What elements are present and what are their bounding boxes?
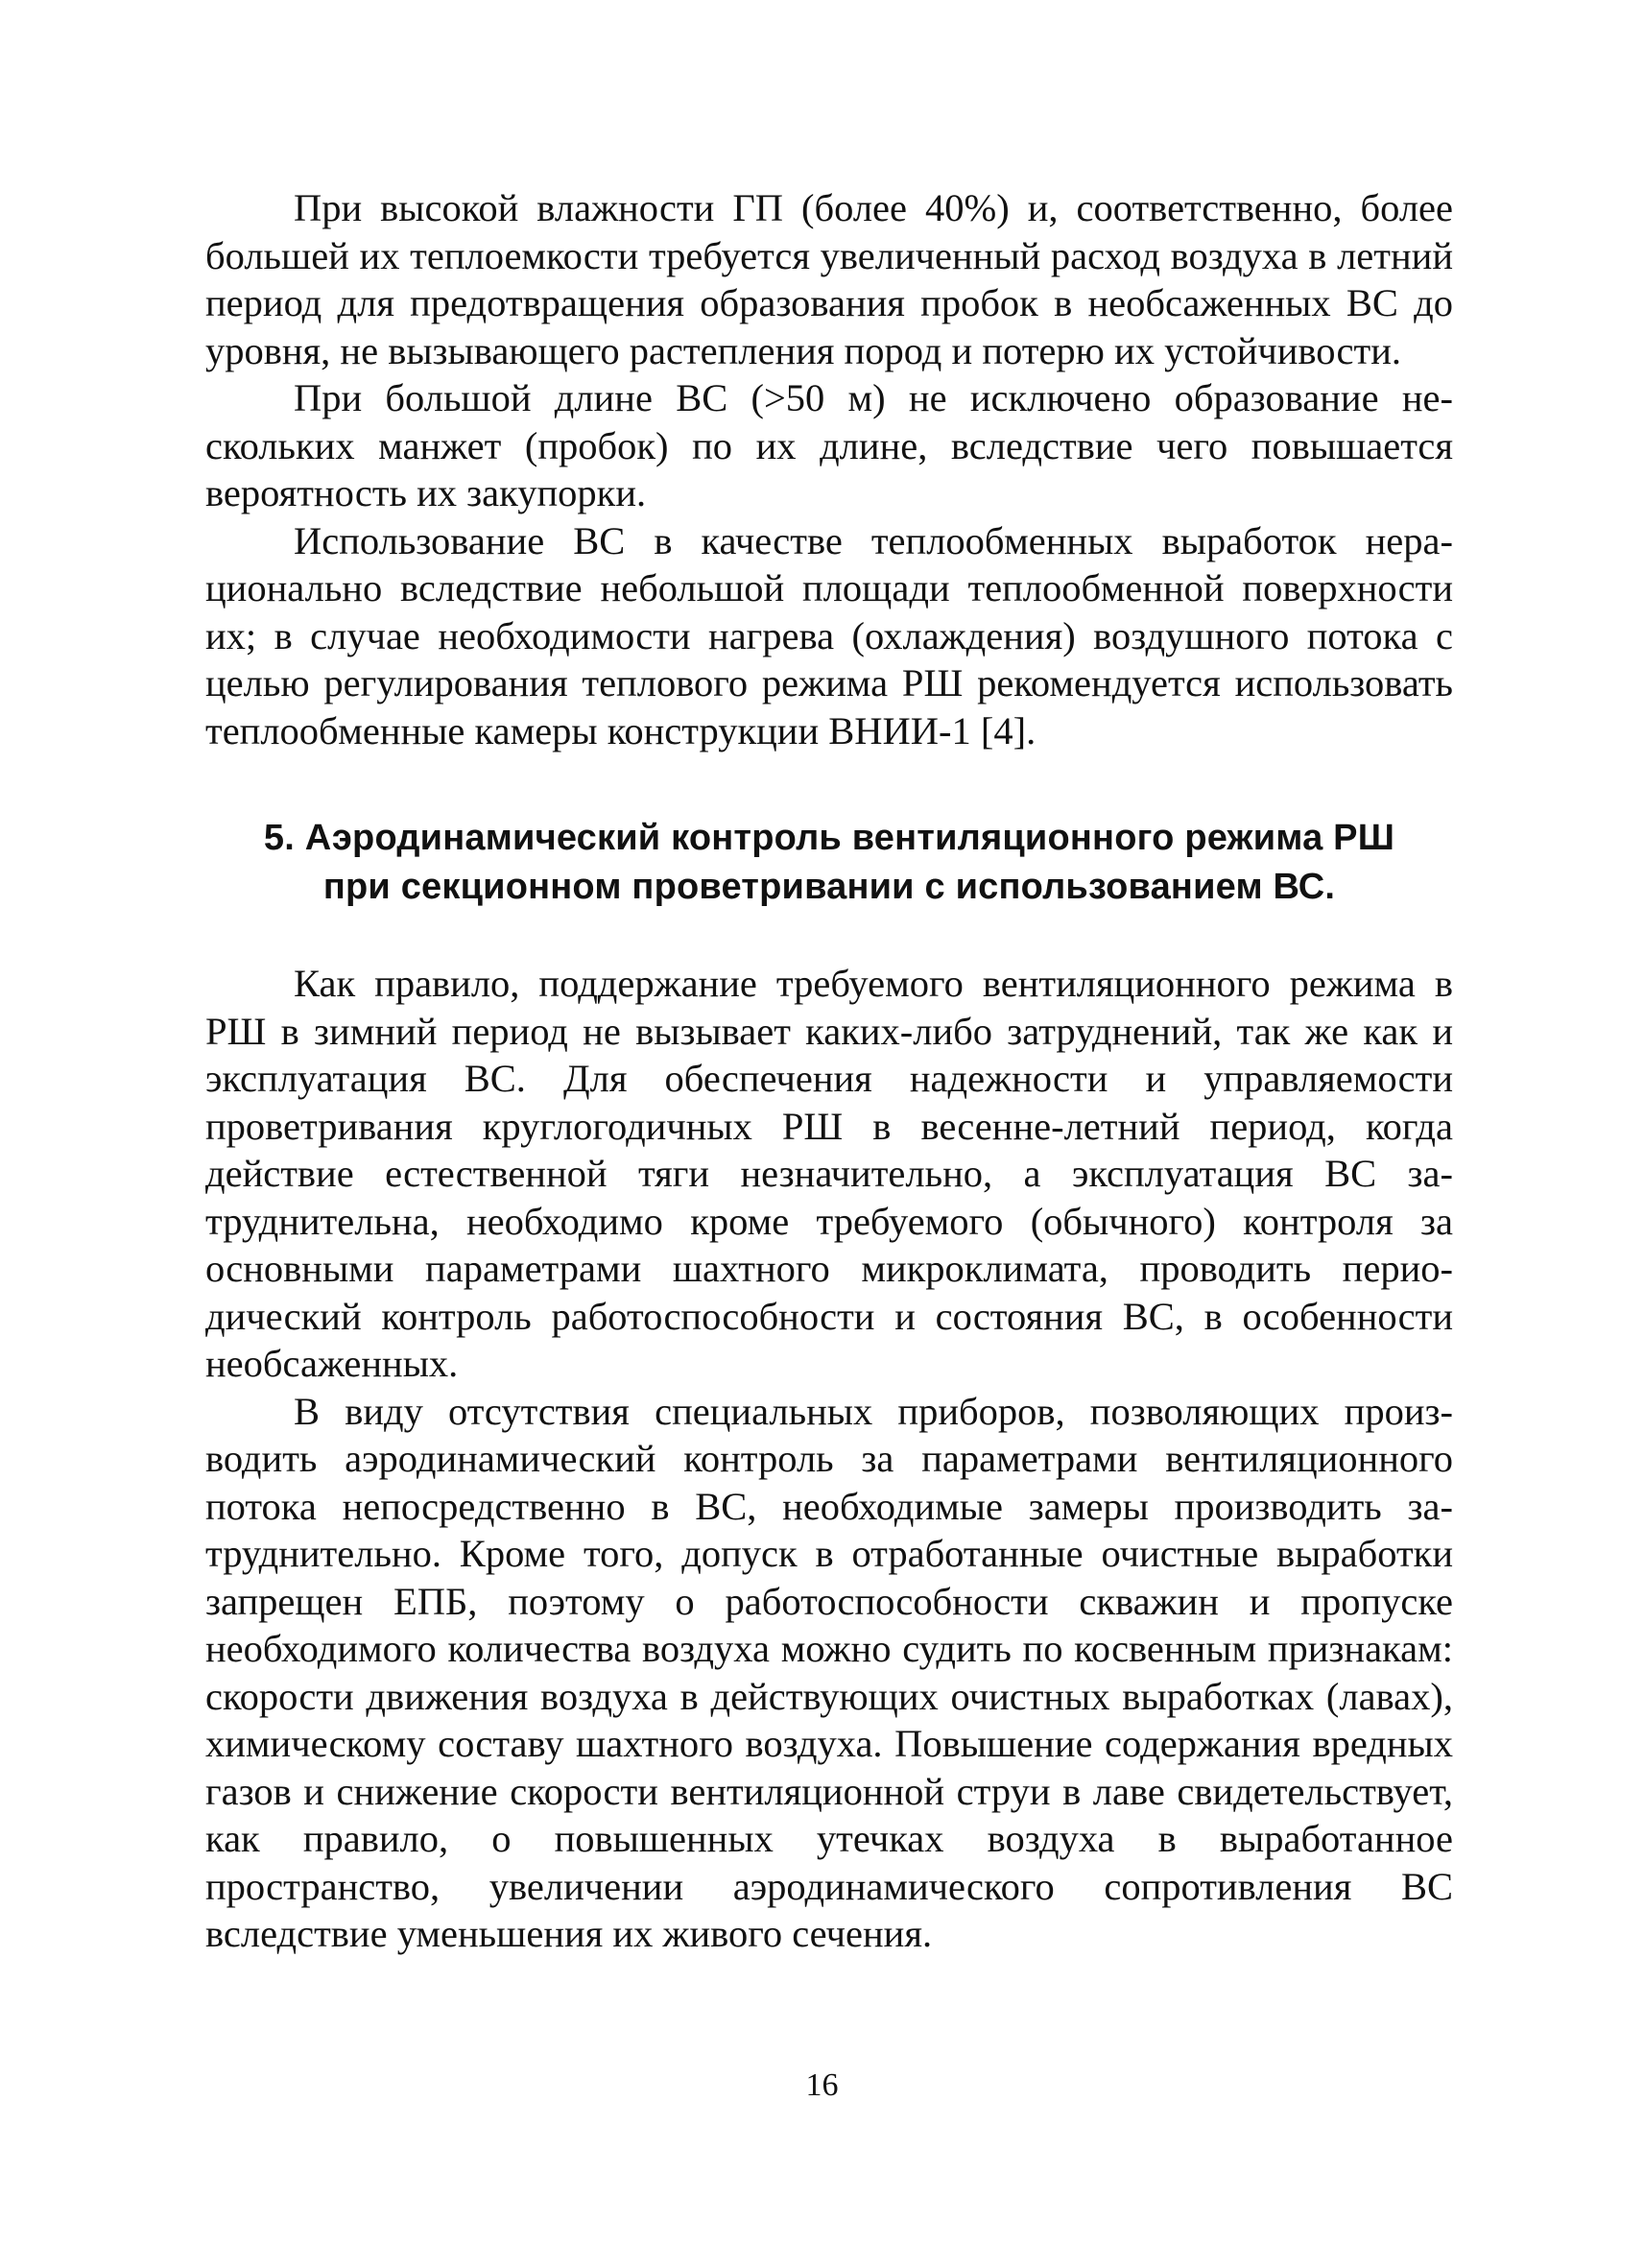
paragraph-winter-mode: Как правило, поддержание требуемого вентиляционного режима в РШ в зимний период не вызывает каких-либо затруднений, так же как и эксплуатация ВС. Для обеспечения надежности и управляемости проветривания круглогодичных РШ в весенне-летний период, когда действие естественной тяги незначительно, а эксплуатация ВС затруднительна, необходимо кроме требуемого (обычного) контроля за основными параметрами шахтного микроклимата, проводить периодический контроль работоспособности и состояния ВС, в особенности необсаженных. bbox=[205, 962, 1453, 1385]
section-heading-line-1: 5. Аэродинамический контроль вентиляционного режима РШ bbox=[263, 818, 1395, 858]
document-page bbox=[205, 184, 1453, 1958]
section-heading bbox=[205, 814, 1453, 912]
paragraph-humidity: При высокой влажности ГП (более 40%) и, соответственно, более большей их теплоемкости требуется увеличенный расход воздуха в летний период для предотвращения образования пробок в необсаженных ВС до уровня, не вызывающего растепления пород и потерю их устойчивости. bbox=[205, 186, 1453, 372]
page-number: 16 bbox=[805, 2067, 839, 2103]
paragraph-instruments: В виду отсутствия специальных приборов, позволяющих производить аэродинамический контроль за параметрами вентиляционного потока непосредственно в ВС, необходимые замеры производить затруднительно. Кроме того, допуск в отработанные очистные выработки запрещен ЕПБ, поэтому о работоспособности скважин и пропуске необходимого количества воздуха можно судить по косвенным признакам: скорости движения воздуха в действующих очистных выработках (лавах), химическому составу шахтного воздуха. Повышение содержания вредных газов и снижение скорости вентиляционной струи в лаве свидетельствует, как правило, о повышенных утечках воздуха в выработанное пространство, увеличении аэродинамического сопротивления ВС вследствие уменьшения их живого сечения. bbox=[205, 1389, 1453, 1955]
section-body bbox=[205, 960, 1453, 1958]
paragraph-heat-exchange: Использование ВС в качестве теплообменных выработок нерационально вследствие небольшой площади теплообменной поверхности их; в случае необходимости нагрева (охлаждения) воздушного потока с целью регулирования теплового режима РШ рекомендуется использовать теплообменные камеры конструкции ВНИИ-1 [4]. bbox=[205, 518, 1453, 752]
paragraph-length: При большой длине ВС (>50 м) не исключено образование нескольких манжет (пробок) по их длине, вследствие чего повышается вероятность их закупорки. bbox=[205, 376, 1453, 514]
section-heading-line-2: при секционном проветривании с использованием ВС. bbox=[322, 867, 1336, 907]
